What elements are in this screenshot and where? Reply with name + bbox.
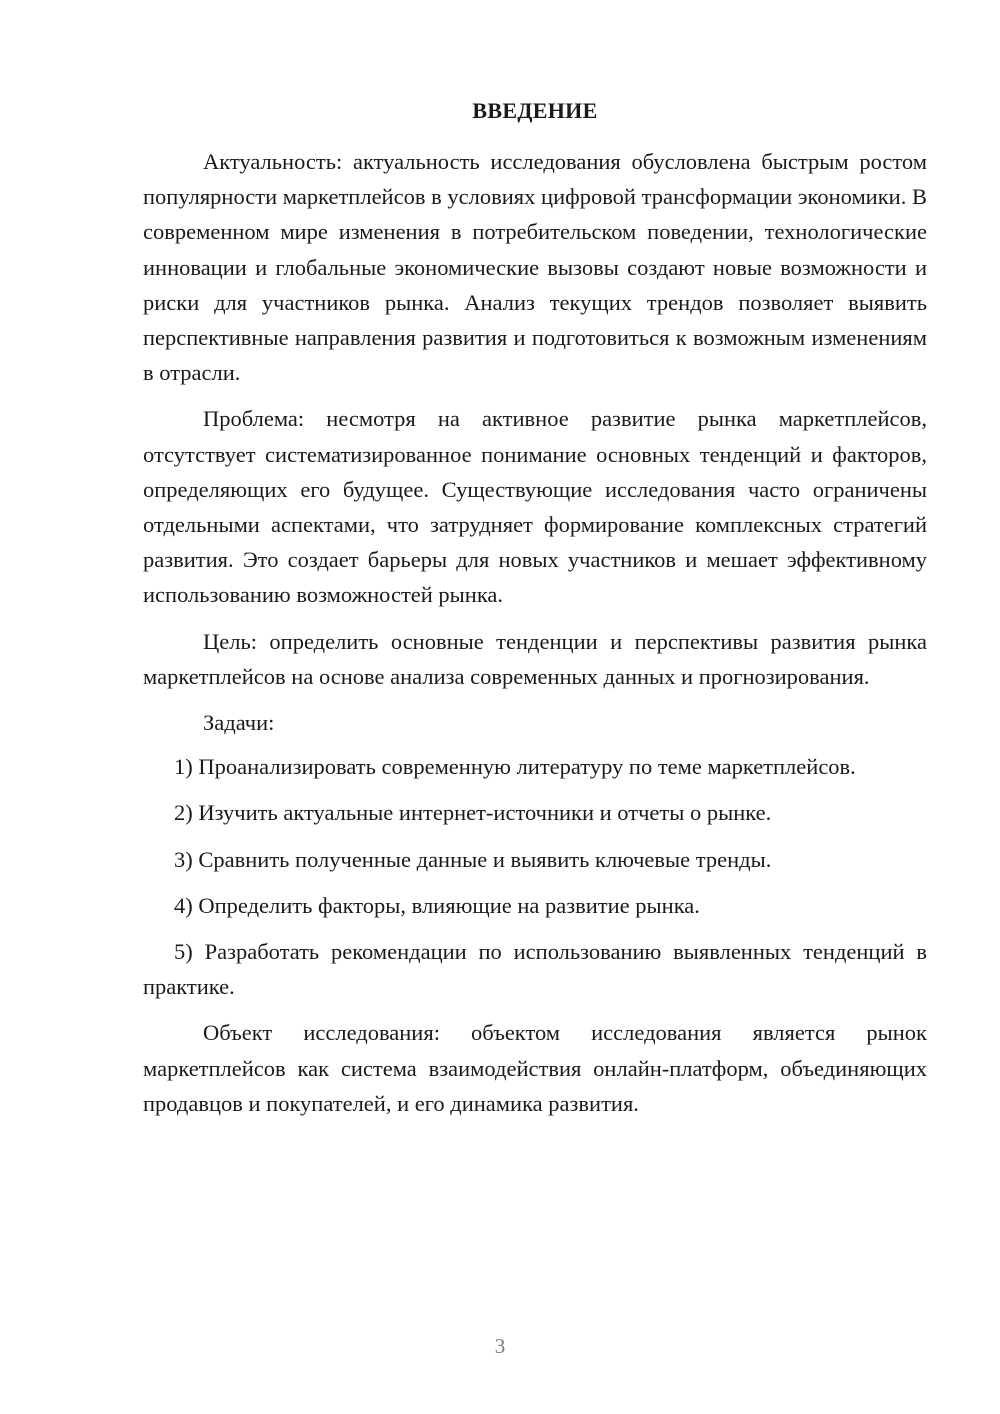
task-item: 1) Проанализировать современную литературу по теме маркетплейсов. bbox=[174, 754, 856, 780]
object-paragraph: Объект исследования: объектом исследования является рынок маркетплейсов как система взаимодействия онлайн-платформ, объединяющих продавцов и покупателей, и его динамика развития. bbox=[143, 1020, 927, 1116]
document-page bbox=[143, 96, 927, 1132]
task-item: 3) Сравнить полученные данные и выявить ключевые тренды. bbox=[174, 846, 772, 872]
tasks-label: Задачи: bbox=[203, 710, 275, 736]
relevance-paragraph: Актуальность: актуальность исследования обусловлена быстрым ростом популярности маркетплейсов в условиях цифровой трансформации экономики. В современном мире изменения в потребительском поведении, технологические инновации и глобальные экономические вызовы создают новые возможности и риски для участников рынка. Анализ текущих трендов позволяет выявить перспективные направления развития и подготовиться к возможным изменениям в отрасли. bbox=[143, 149, 927, 386]
task-item: 2) Изучить актуальные интернет-источники и отчеты о рынке. bbox=[174, 800, 772, 826]
problem-paragraph: Проблема: несмотря на активное развитие рынка маркетплейсов, отсутствует систематизированное понимание основных тенденций и факторов, определяющих его будущее. Существующие исследования часто ограничены отдельными аспектами, что затрудняет формирование комплексных стратегий развития. Это создает барьеры для новых участников и мешает эффективному использованию возможностей рынка. bbox=[143, 406, 927, 608]
task-item: 5) Разработать рекомендации по использованию выявленных тенденций в практике. bbox=[143, 939, 927, 1000]
section-heading: ВВЕДЕНИЕ bbox=[472, 98, 598, 123]
task-item: 4) Определить факторы, влияющие на развитие рынка. bbox=[174, 892, 700, 918]
goal-paragraph: Цель: определить основные тенденции и перспективы развития рынка маркетплейсов на основе анализа современных данных и прогнозирования. bbox=[143, 628, 927, 689]
page-number: 3 bbox=[494, 1334, 506, 1358]
